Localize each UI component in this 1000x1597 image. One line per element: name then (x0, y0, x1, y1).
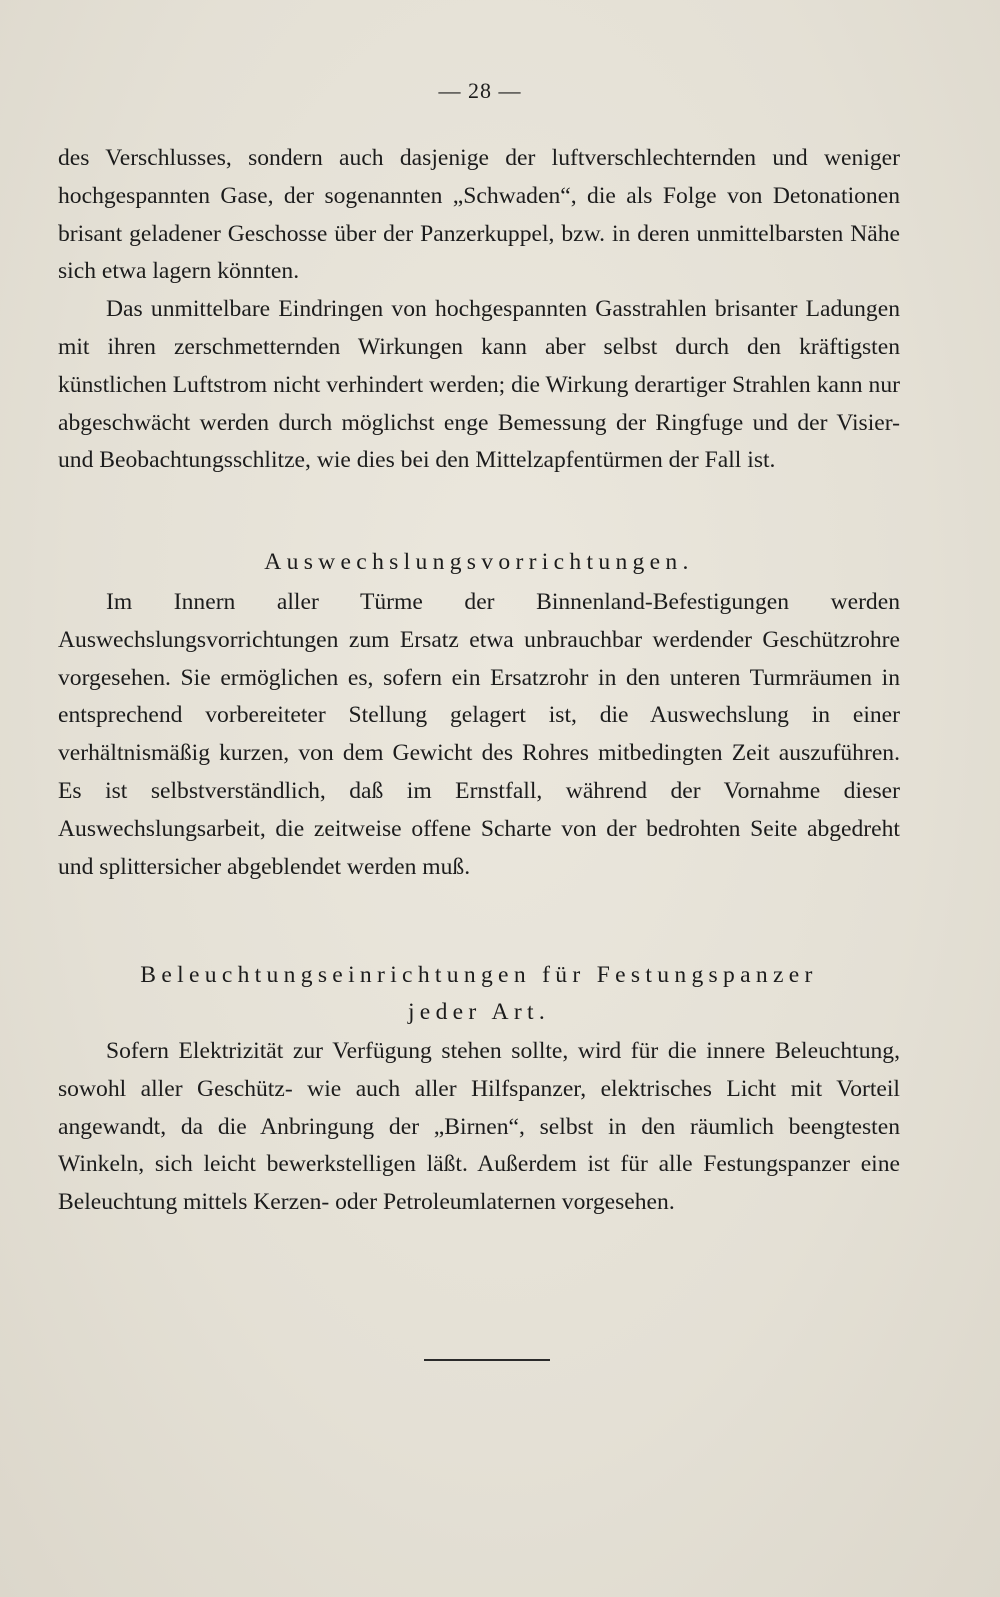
paragraph-auswechslung: Im Innern aller Türme der Binnenland-Befestigungen werden Auswechslungsvorrichtungen zum Ersatz etwa unbrauchbar werdender Geschützrohre vorgesehen. Sie ermöglichen es, sofern ein Ersatzrohr in den unteren Turmräumen in entsprechend vorbereiteter Stellung gelagert ist, die Auswechslung in einer verhältnismäßig kurzen, von dem Gewicht des Rohres mitbedingten Zeit auszuführen. Es ist selbstverständlich, daß im Ernstfall, während der Vornahme dieser Auswechslungsarbeit, die zeitweise offene Scharte von der bedrohten Seite abgedreht und splittersicher abgeblendet werden muß. (58, 589, 900, 880)
closing-rule (424, 1359, 550, 1361)
text-section-ventilation (58, 140, 900, 480)
paragraph-ringfuge: Das unmittelbare Eindringen von hochgespannten Gasstrahlen brisanter Ladungen mit ihren zerschmetternden Wirkungen kann aber selbst durch den kräftigsten künstlichen Luftstrom nicht verhindert werden; die Wirkung derartiger Strahlen kann nur abgeschwächt werden durch möglichst enge Bemessung der Ringfuge und der Visier- und Beobachtungsschlitze, wie dies bei den Mittelzapfentürmen der Fall ist. (58, 296, 900, 474)
page-number: — 28 — (438, 78, 522, 103)
paragraph-continued: des Verschlusses, sondern auch dasjenige der luftverschlechternden und weniger hochgespannten Gase, der sogenannten „Schwaden“, die als Folge von Detonationen brisant geladener Geschosse über der Panzerkuppel, bzw. in deren unmittelbarsten Nähe sich etwa lagern könnten. (58, 145, 900, 285)
section-heading-beleuchtung-line1: Beleuchtungseinrichtungen für Festungspanzer (140, 962, 818, 988)
section-heading-beleuchtung-line2: jeder Art. (407, 999, 551, 1025)
text-section-auswechslung (58, 584, 900, 886)
section-heading-beleuchtung (58, 957, 900, 1031)
text-section-beleuchtung (58, 1033, 900, 1222)
section-heading-auswechslung: Auswechslungsvorrichtungen. (264, 549, 694, 575)
paragraph-beleuchtung: Sofern Elektrizität zur Verfügung stehen sollte, wird für die innere Beleuchtung, sowohl aller Geschütz- wie auch aller Hilfspanzer, elektrisches Licht mit Vorteil angewandt, da die Anbringung der „Birnen“, selbst in den räumlich beengtesten Winkeln, sich leicht bewerkstelligen läßt. Außerdem ist für alle Festungspanzer eine Beleuchtung mittels Kerzen- oder Petroleumlaternen vorgesehen. (58, 1038, 900, 1216)
